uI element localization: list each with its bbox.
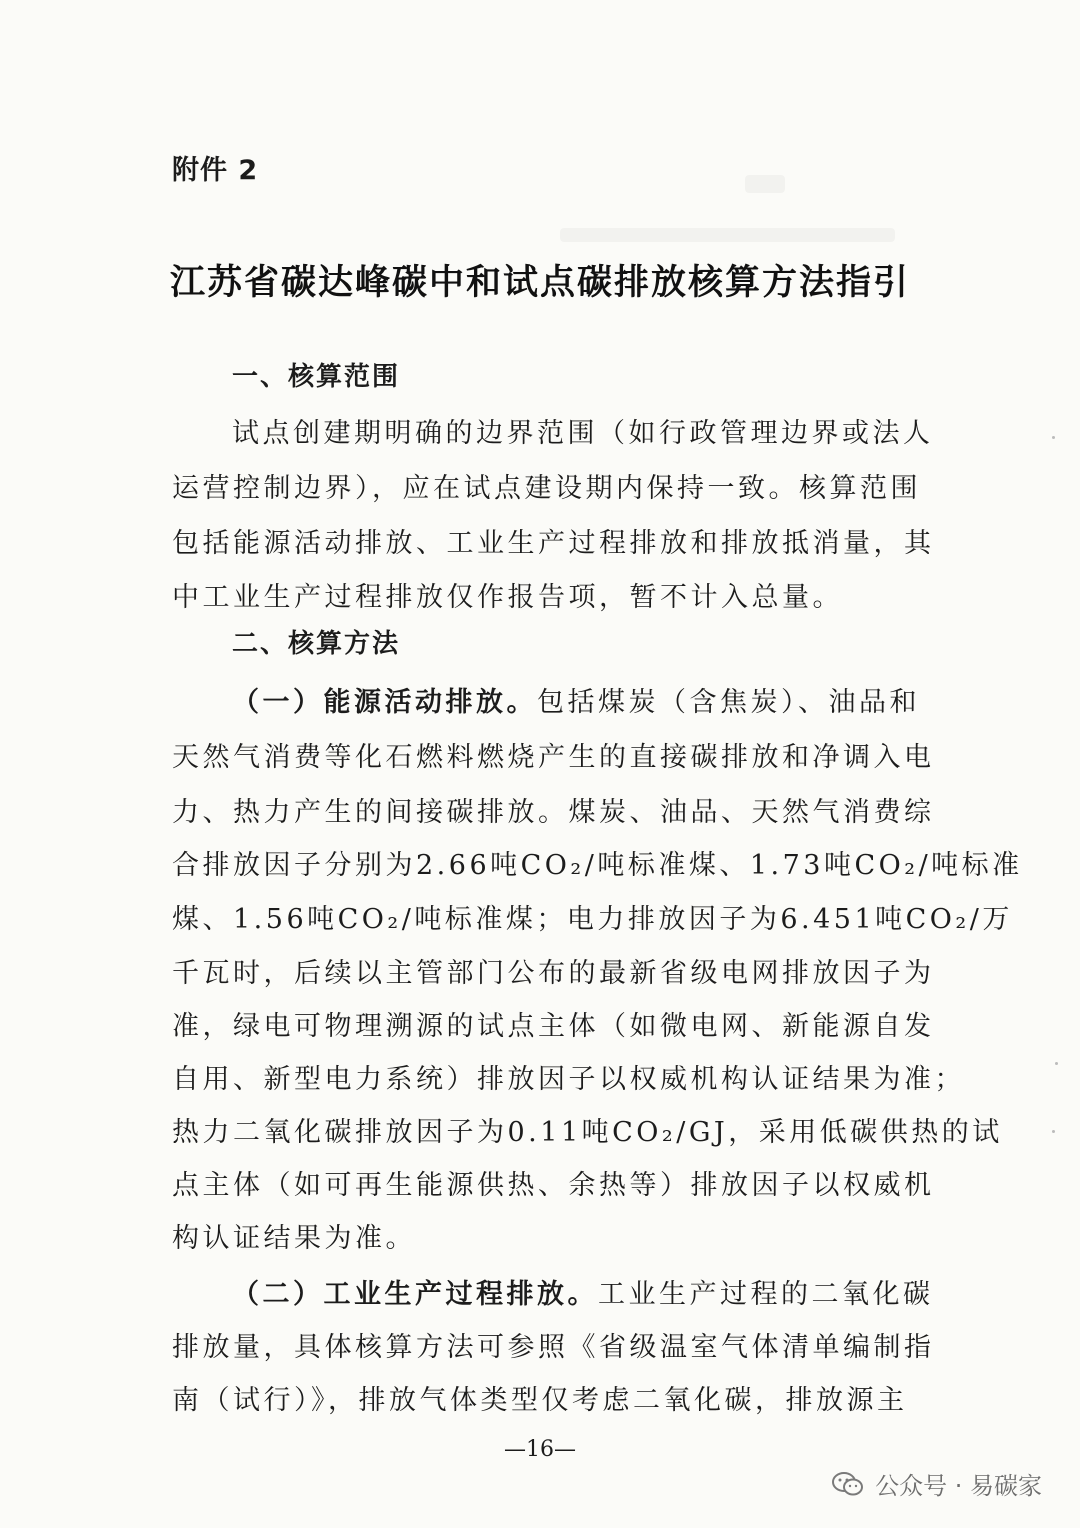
section-heading-method: 二、核算方法 bbox=[232, 629, 401, 659]
paragraph-line: 试点创建期明确的边界范围（如行政管理边界或法人 bbox=[232, 418, 934, 449]
bleed-through-mark bbox=[745, 175, 785, 193]
paragraph-line: 自用、新型电力系统）排放因子以权威机构认证结果为准； bbox=[172, 1064, 965, 1095]
paragraph-line: 中工业生产过程排放仅作报告项，暂不计入总量。 bbox=[172, 582, 843, 613]
paragraph-line: 合排放因子分别为2.66吨CO₂/吨标准煤、1.73吨CO₂/吨标准 bbox=[172, 850, 1023, 881]
paragraph-text: 包括煤炭（含焦炭）、油品和 bbox=[537, 687, 920, 718]
paragraph-line: 运营控制边界），应在试点建设期内保持一致。核算范围 bbox=[172, 473, 921, 504]
paragraph-text: 工业生产过程的二氧化碳 bbox=[598, 1279, 934, 1310]
paragraph-line: 构认证结果为准。 bbox=[172, 1223, 416, 1254]
paragraph-line: 力、热力产生的间接碳排放。煤炭、油品、天然气消费综 bbox=[172, 797, 935, 828]
subsection-lead-industrial: （二）工业生产过程排放。 bbox=[232, 1279, 598, 1310]
section-heading-scope: 一、核算范围 bbox=[232, 362, 401, 392]
paragraph-line: 千瓦时，后续以主管部门公布的最新省级电网排放因子为 bbox=[172, 958, 935, 989]
scan-speck bbox=[1055, 1062, 1058, 1065]
watermark bbox=[831, 1466, 1042, 1501]
paragraph-line: 排放量，具体核算方法可参照《省级温室气体清单编制指 bbox=[172, 1332, 935, 1363]
paragraph-line bbox=[232, 680, 932, 719]
bleed-through-mark bbox=[560, 228, 895, 242]
paragraph-line: 点主体（如可再生能源供热、余热等）排放因子以权威机 bbox=[172, 1170, 935, 1201]
watermark-text: 公众号 · 易碳家 bbox=[875, 1472, 1042, 1500]
paragraph-line bbox=[232, 1272, 932, 1311]
scan-speck bbox=[1052, 1130, 1055, 1133]
attachment-label: 附件 2 bbox=[172, 155, 259, 186]
subsection-lead-energy: （一）能源活动排放。 bbox=[232, 687, 537, 718]
page-number: —16— bbox=[504, 1437, 576, 1462]
paragraph-line: 热力二氧化碳排放因子为0.11吨CO₂/GJ，采用低碳供热的试 bbox=[172, 1117, 1003, 1148]
paragraph-line: 包括能源活动排放、工业生产过程排放和排放抵消量，其 bbox=[172, 528, 935, 559]
paragraph-line: 天然气消费等化石燃料燃烧产生的直接碳排放和净调入电 bbox=[172, 742, 935, 773]
paragraph-line: 南（试行）》，排放气体类型仅考虑二氧化碳，排放源主 bbox=[172, 1385, 908, 1416]
wechat-icon bbox=[831, 1471, 865, 1497]
paragraph-line: 准，绿电可物理溯源的试点主体（如微电网、新能源自发 bbox=[172, 1011, 935, 1042]
scan-speck bbox=[1052, 436, 1055, 439]
document-title: 江苏省碳达峰碳中和试点碳排放核算方法指引 bbox=[169, 262, 910, 303]
paragraph-line: 煤、1.56吨CO₂/吨标准煤；电力排放因子为6.451吨CO₂/万 bbox=[172, 904, 1013, 935]
